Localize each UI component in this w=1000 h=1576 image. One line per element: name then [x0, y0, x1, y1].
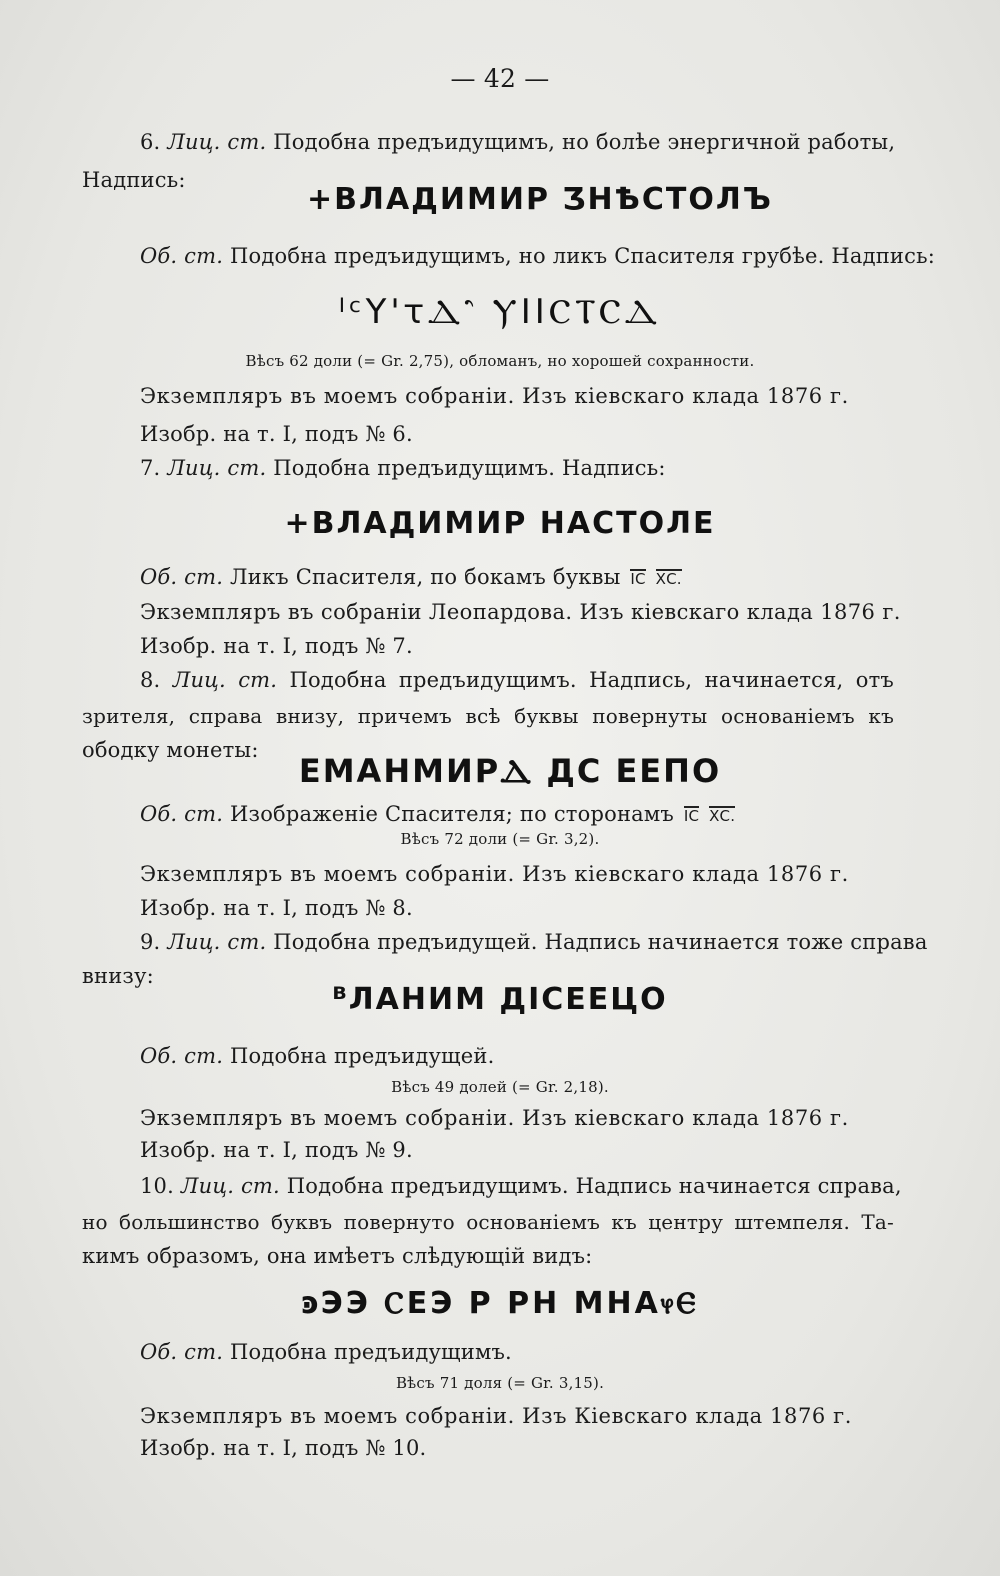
entry-8-line-3: ободку монеты: — [82, 738, 259, 762]
entry-6-specimen: Экземпляръ въ моемъ собраніи. Изъ кіевскаго клада 1876 г. — [140, 384, 849, 408]
entry-9-specimen: Экземпляръ въ моемъ собраніи. Изъ кіевскаго клада 1876 г. — [140, 1106, 849, 1130]
entry-6-reverse-line: Об. ст. Подобна предъидущимъ, но ликъ Спасителя грубѣе. Надпись: — [140, 244, 935, 268]
xc-abbreviation: ХС. — [709, 807, 736, 825]
entry-10-image-ref: Изобр. на т. I, подъ № 10. — [140, 1436, 427, 1460]
entry-6-image-ref: Изобр. на т. I, подъ № 6. — [140, 422, 413, 446]
entry-8-line-2: зрителя, справа внизу, причемъ всѣ буквы повернуты основаніемъ къ — [82, 704, 894, 728]
entry-9-line-1: 9. Лиц. ст. Подобна предъидущей. Надпись начинается тоже справа — [140, 930, 928, 954]
entry-6-obverse-inscription: +BЛАДИМИР ӠНѢСТОЛЪ — [307, 182, 773, 217]
obverse-abbr: Лиц. ст. — [167, 930, 267, 954]
entry-9-image-ref: Изобр. на т. I, подъ № 9. — [140, 1138, 413, 1162]
obverse-abbr: Лиц. ст. — [167, 130, 267, 154]
entry-9-weight: Вѣсъ 49 долей (= Gr. 2,18). — [391, 1078, 609, 1096]
reverse-abbr: Об. ст. — [140, 244, 224, 268]
xc-abbreviation: ХС. — [655, 570, 682, 588]
entry-10-specimen: Экземпляръ въ моемъ собраніи. Изъ Кіевскаго клада 1876 г. — [140, 1404, 853, 1428]
entry-9-inscription: ᴮЛАНИМ ДІСЕЕЦО — [332, 982, 668, 1017]
entry-8-weight: Вѣсъ 72 доли (= Gr. 3,2). — [400, 830, 600, 848]
entry-10-line-2: но большинство буквъ повернуто основаніемъ къ центру штемпеля. Та- — [82, 1210, 894, 1234]
entry-10-line-3: кимъ образомъ, она имѣетъ слѣдующій видъ: — [82, 1244, 593, 1268]
entry-6-weight: Вѣсъ 62 доли (= Gr. 2,75), обломанъ, но хорошей сохранности. — [245, 352, 755, 370]
entry-6-reverse-inscription: ᴵᶜY'ꚍⲆ⳿ ⲨIIⲤⲦⲤⲆ — [338, 292, 662, 332]
entry-9-line-2: внизу: — [82, 964, 154, 988]
ic-abbreviation: ІС — [683, 807, 700, 825]
entry-7-inscription: +ВЛАДИМИР НАСТОЛЕ — [284, 506, 716, 541]
entry-6-line-1: 6. Лиц. ст. Подобна предъидущимъ, но болѣе энергичной работы, — [140, 130, 896, 154]
reverse-abbr: Об. ст. — [140, 802, 224, 826]
entry-10-line-1: 10. Лиц. ст. Подобна предъидущимъ. Надпись начинается справа, — [140, 1174, 902, 1198]
entry-6-label: Надпись: — [82, 168, 186, 192]
reverse-abbr: Об. ст. — [140, 565, 224, 589]
obverse-abbr: Лиц. ст. — [180, 1174, 280, 1198]
entry-8-specimen: Экземпляръ въ моемъ собраніи. Изъ кіевскаго клада 1876 г. — [140, 862, 849, 886]
reverse-abbr: Об. ст. — [140, 1340, 224, 1364]
entry-8-image-ref: Изобр. на т. I, подъ № 8. — [140, 896, 413, 920]
entry-10-reverse-line: Об. ст. Подобна предъидущимъ. — [140, 1340, 512, 1364]
entry-7-image-ref: Изобр. на т. I, подъ № 7. — [140, 634, 413, 658]
entry-7-line-1: 7. Лиц. ст. Подобна предъидущимъ. Надпись: — [140, 456, 666, 480]
entry-8-line-1: 8. Лиц. ст. Подобна предъидущимъ. Надпись, начинается, отъ — [140, 668, 894, 692]
entry-7-reverse-line: Об. ст. Ликъ Спасителя, по бокамъ буквы IC ХС. — [140, 565, 682, 589]
obverse-abbr: Лиц. ст. — [167, 456, 267, 480]
entry-10-weight: Вѣсъ 71 доля (= Gr. 3,15). — [395, 1374, 605, 1392]
entry-9-reverse-line: Об. ст. Подобна предъидущей. — [140, 1044, 495, 1068]
entry-8-reverse-line: Об. ст. Изображеніе Спасителя; по сторонамъ ІС ХС. — [140, 802, 736, 826]
ic-abbreviation: IC — [630, 570, 646, 588]
page-number: — 42 — — [450, 64, 550, 93]
entry-8-inscription: ЕМАНМИРⲆ ДС ЕЕПО — [298, 752, 722, 790]
entry-10-inscription: ꜿЭЭ ⲤЕЭ Р РН МНАⳡⲈ — [301, 1286, 699, 1321]
reverse-abbr: Об. ст. — [140, 1044, 224, 1068]
obverse-abbr: Лиц. ст. — [172, 668, 278, 692]
entry-7-specimen: Экземпляръ въ собраніи Леопардова. Изъ кіевскаго клада 1876 г. — [140, 600, 901, 624]
